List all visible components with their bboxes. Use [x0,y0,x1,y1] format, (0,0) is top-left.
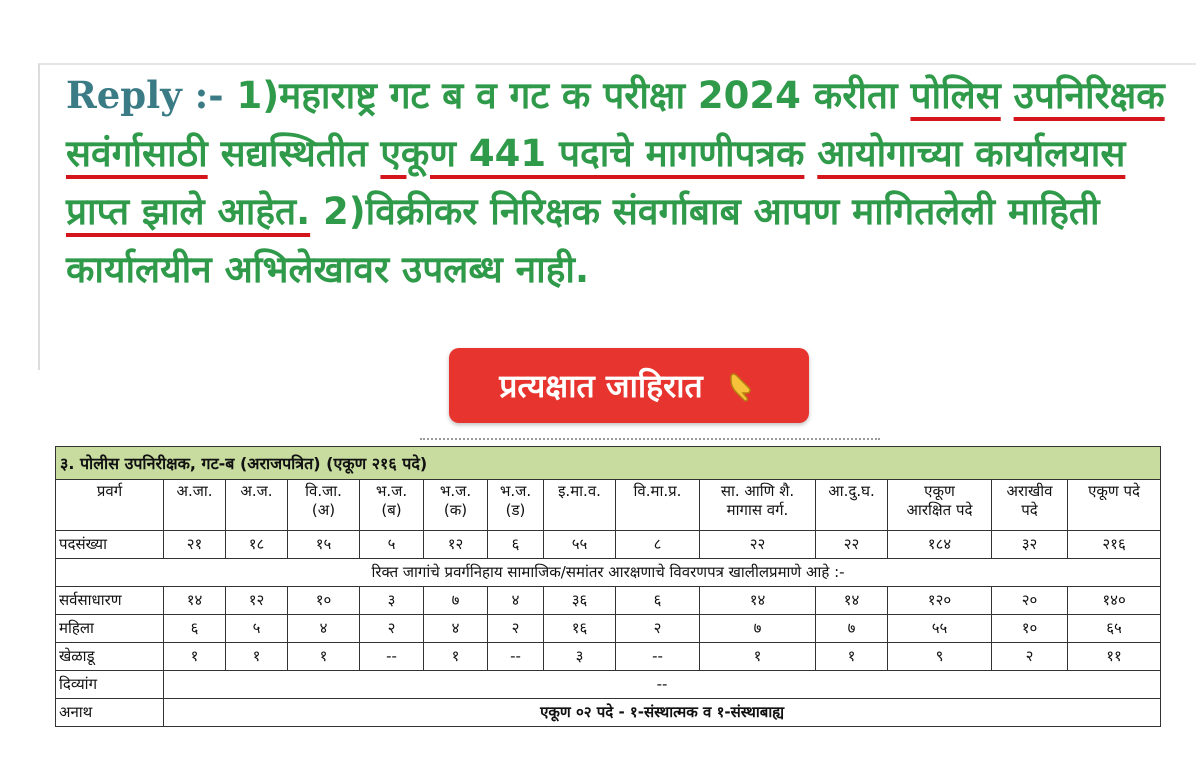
header-line-1: वि.जा. [305,482,342,500]
underlined-police: पोलिस [910,74,1001,117]
header-line-1: भ.ज. [439,482,472,500]
row-label: सर्वसाधारण [56,587,164,615]
table-cell: २२ [816,531,888,559]
header-line-1: भ.ज. [375,482,408,500]
faint-separator [420,438,880,446]
header-cell [56,480,164,531]
table-cell: ६ [488,531,544,559]
table-cell: १४ [700,587,816,615]
header-cell [424,480,488,531]
table-cell: -- [488,643,544,671]
table-row-divyang [56,671,1161,699]
table-title: ३. पोलीस उपनिरीक्षक, गट-ब (अराजपत्रित) (एकूण २१६ पदे) [56,447,1161,480]
row-label: पदसंख्या [56,531,164,559]
header-line-2: (ब) [381,501,402,519]
header-cell [288,480,360,531]
header-line-1: प्रवर्ग [96,482,123,500]
pointing-hand-icon [725,369,759,403]
table-cell: ३६ [544,587,616,615]
table-row [56,615,1161,643]
header-line-1: एकूण पदे [1088,482,1140,500]
table-cell: १६ [544,615,616,643]
table-cell: -- [360,643,424,671]
header-cell [1068,480,1161,531]
vacancy-table [55,446,1161,727]
table-header-row [56,480,1161,531]
row-label: दिव्यांग [56,671,164,699]
table-cell: १५ [288,531,360,559]
table-cell: ६ [164,615,226,643]
row-label: अनाथ [56,699,164,727]
header-line-2: (क) [443,501,468,519]
advertisement-button[interactable] [449,348,809,423]
table-cell: ३ [360,587,424,615]
table-cell: २१६ [1068,531,1161,559]
table-cell: १ [816,643,888,671]
header-line-2: मागास वर्ग. [726,501,789,519]
divyang-value: -- [164,671,1161,699]
vacancy-table-wrapper [55,446,1160,727]
header-line-1: वि.मा.प्र. [633,482,682,500]
underlined-received: आयोगाच्या कार्यालयास प्राप्त झाले आहेत. [66,132,1126,233]
header-line-2: (अ) [311,501,336,519]
header-cell [992,480,1068,531]
table-cell: १ [164,643,226,671]
table-cell: २ [616,615,700,643]
table-cell: ४ [288,615,360,643]
table-cell: १४० [1068,587,1161,615]
table-cell: २ [488,615,544,643]
header-cell [544,480,616,531]
table-cell: ४ [488,587,544,615]
table-cell: १ [700,643,816,671]
table-cell: २० [992,587,1068,615]
header-line-1: अराखीव [1006,482,1053,500]
reply-label: Reply :- [66,73,237,117]
advertisement-button-label: प्रत्यक्षात जाहिरात [499,367,703,405]
row-label: महिला [56,615,164,643]
table-cell: १० [288,587,360,615]
header-line-1: इ.मा.व. [558,482,601,500]
table-cell: १ [288,643,360,671]
table-cell: ५ [226,615,288,643]
table-count-row [56,531,1161,559]
header-cell [816,480,888,531]
table-cell: ७ [816,615,888,643]
header-line-2: पदे [1021,501,1038,519]
table-cell: २१ [164,531,226,559]
table-cell: ६५ [1068,615,1161,643]
table-cell: ४ [424,615,488,643]
table-cell: १४ [816,587,888,615]
header-line-1: सा. आणि शै. [720,482,795,500]
header-line-1: एकूण [924,482,955,500]
table-cell: -- [616,643,700,671]
header-cell [360,480,424,531]
header-cell [226,480,288,531]
table-cell: १२ [424,531,488,559]
table-cell: ३ [544,643,616,671]
header-cell [488,480,544,531]
table-note: रिक्त जागांचे प्रवर्गनिहाय सामाजिक/समांतर आरक्षणाचे विवरणपत्र खालीलप्रमाणे आहे :- [56,559,1161,587]
table-cell: ७ [424,587,488,615]
header-cell [700,480,816,531]
table-cell: ११ [1068,643,1161,671]
table-cell: १४ [164,587,226,615]
table-cell: १८ [226,531,288,559]
table-cell: ८ [616,531,700,559]
header-line-1: भ.ज. [499,482,532,500]
table-cell: २२ [700,531,816,559]
table-cell: १ [424,643,488,671]
table-cell: १० [992,615,1068,643]
table-cell: ६ [616,587,700,615]
table-row [56,587,1161,615]
table-cell: ५ [360,531,424,559]
table-cell: १८४ [888,531,992,559]
table-row-anath [56,699,1161,727]
header-cell [888,480,992,531]
table-cell: ५५ [544,531,616,559]
row-label: खेळाडू [56,643,164,671]
reply-paragraph: Reply :- 1)महाराष्ट्र गट ब व गट क परीक्षा 2024 करीता पोलिस उपनिरिक्षक सवंर्गासाठी सद्यस्थितीत एकूण 441 पदाचे मागणीपत्रक आयोगाच्या कार्यालयास प्राप्त झाले आहेत. 2)विक्रीकर निरिक्षक संवर्गाबाब आपण मागितलेली माहिती कार्यालयीन अभिलेखावर उपलब्ध नाही. [66,73,1165,291]
table-cell: १ [226,643,288,671]
table-cell: १२० [888,587,992,615]
table-cell: २ [360,615,424,643]
header-line-1: अ.जा. [176,482,213,500]
header-cell [164,480,226,531]
header-line-2: (ड) [505,501,526,519]
anath-value: एकूण ०२ पदे - १-संस्थात्मक व १-संस्थाबाह्य [164,699,1161,727]
header-line-1: अ.ज. [240,482,273,500]
table-row [56,643,1161,671]
table-cell: ७ [700,615,816,643]
header-cell [616,480,700,531]
table-cell: ९ [888,643,992,671]
header-line-2: आरक्षित पदे [906,501,973,519]
header-line-1: आ.दु.घ. [828,482,875,500]
underlined-cadre: उपनिरिक्षक सवंर्गासाठी [66,74,1165,175]
underlined-total-posts: एकूण 441 पदाचे मागणीपत्रक [380,132,805,175]
table-cell: ३२ [992,531,1068,559]
table-cell: २ [992,643,1068,671]
table-cell: ५५ [888,615,992,643]
table-cell: १२ [226,587,288,615]
